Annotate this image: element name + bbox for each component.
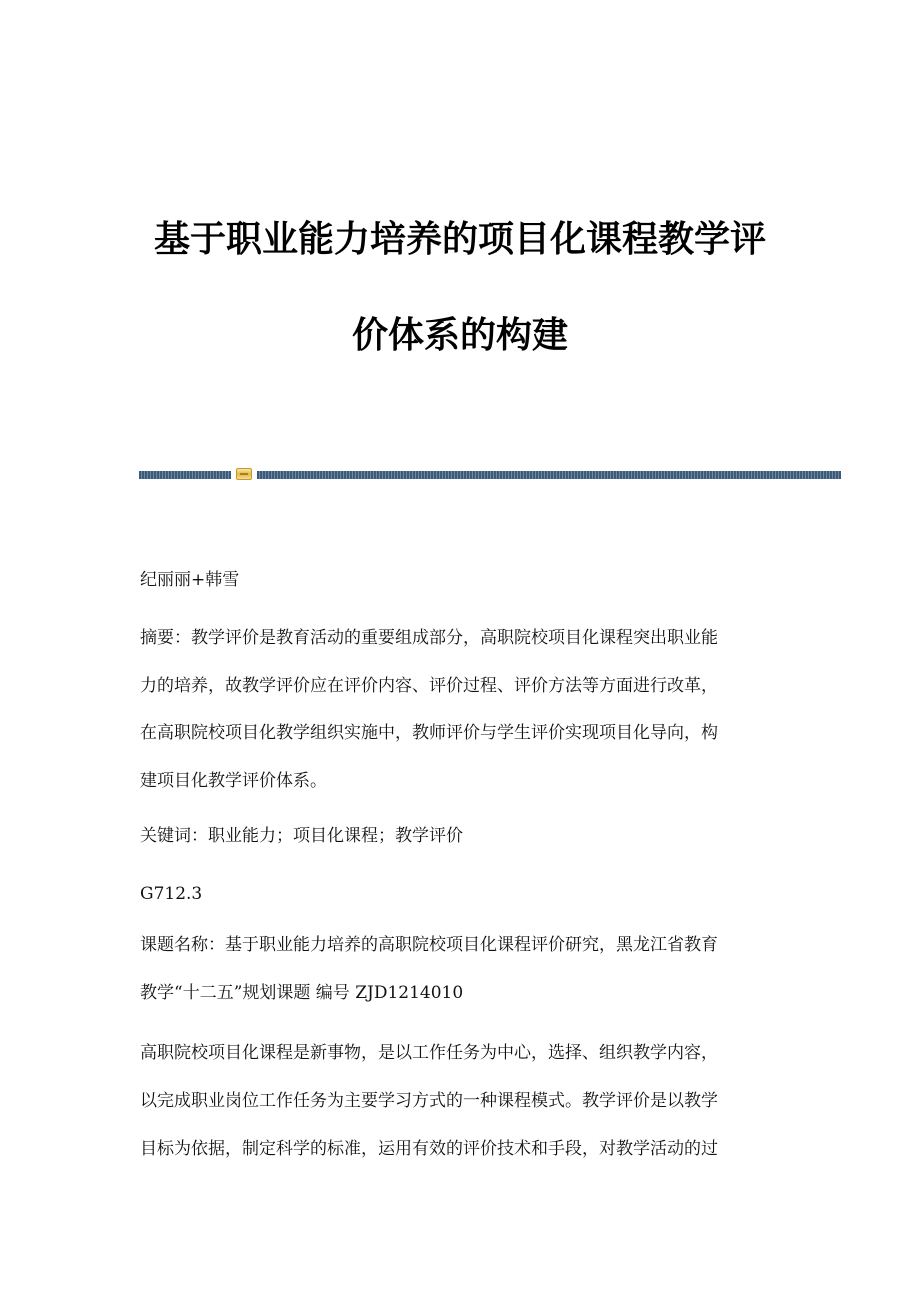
project-line: 课题名称：基于职业能力培养的高职院校项目化课程评价研究，黑龙江省教育: [140, 935, 718, 955]
document-title-line-2: 价体系的构建: [351, 315, 568, 356]
body-line: 目标为依据，制定科学的标准，运用有效的评价技术和手段，对教学活动的过: [140, 1139, 718, 1159]
abstract-line: 力的培养，故教学评价应在评价内容、评价过程、评价方法等方面进行改革，: [140, 675, 718, 696]
body-paragraph: [140, 1036, 780, 1180]
author-line: [140, 563, 780, 597]
project-paragraph: [140, 928, 780, 1024]
abstract-line: 建项目化教学评价体系。: [140, 770, 327, 791]
abstract-line: 在高职院校项目化教学组织实施中，教师评价与学生评价实现项目化导向，构: [140, 723, 718, 743]
abstract-paragraph: [140, 621, 780, 811]
body-line: 以完成职业岗位工作任务为主要学习方式的一种课程模式。教学评价是以教学: [140, 1091, 718, 1111]
title-divider: [139, 467, 841, 481]
project-line: 教学“十二五”规划课题 编号 ZJD1214010: [140, 983, 464, 1003]
body-line: 高职院校项目化课程是新事物，是以工作任务为中心，选择、组织教学内容，: [140, 1043, 718, 1063]
divider-bar-right: [257, 471, 841, 479]
abstract-line: 摘要：教学评价是教育活动的重要组成部分，高职院校项目化课程突出职业能: [140, 628, 718, 648]
keywords-text: 关键词：职业能力；项目化课程；教学评价: [140, 826, 463, 846]
keywords-line: [140, 819, 780, 853]
classification-code: G712.3: [140, 884, 203, 904]
document-title-line-1: 基于职业能力培养的项目化课程教学评: [153, 219, 766, 260]
divider-bar-left: [139, 471, 231, 479]
author-names: 纪丽丽+韩雪: [140, 570, 240, 590]
divider-ornament-icon: [236, 468, 252, 480]
classification-line: [140, 877, 780, 911]
